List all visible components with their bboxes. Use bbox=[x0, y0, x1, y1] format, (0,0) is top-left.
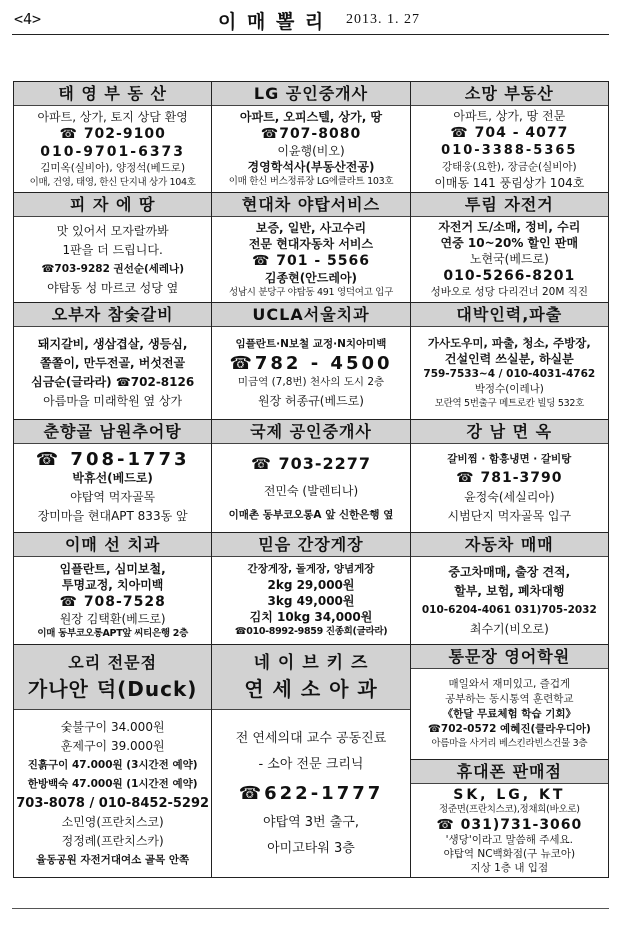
ad-title: 춘향골 남원추어탕 bbox=[14, 420, 211, 444]
ad-title: 오부자 참숯갈비 bbox=[14, 303, 211, 327]
phone-number: 703-8078 / 010-8452-5292 bbox=[16, 795, 210, 811]
contact-name: 이윤행(비오) bbox=[277, 144, 345, 158]
phone-number: ☎702-0572 예혜진(클라우디아) bbox=[427, 723, 591, 735]
phone-number: ☎ 703-2277 bbox=[250, 454, 372, 473]
ad-line: 맛 있어서 모자랄까봐 bbox=[56, 223, 169, 238]
phone-number: 010-6204-4061 031)705-2032 bbox=[421, 603, 597, 616]
address: 아름마을 미래학원 옆 상가 bbox=[43, 394, 183, 408]
ad-obuja-galbi bbox=[14, 303, 211, 419]
address: 율동공원 자전거대여소 골목 안쪽 bbox=[36, 853, 190, 866]
ad-gukje-realty bbox=[212, 420, 409, 532]
phone-number: ☎707-8080 bbox=[260, 126, 362, 142]
ad-body bbox=[411, 669, 608, 759]
ad-car-dealer bbox=[411, 533, 608, 644]
menu-line: 간장게장, 돌게장, 양념게장 bbox=[247, 563, 375, 575]
ad-title: LG 공인중개사 bbox=[212, 82, 409, 106]
mobile-number: 010-9701-6373 bbox=[40, 143, 186, 160]
ad-line: 연중 10~20% 할인 판매 bbox=[440, 236, 579, 250]
ad-mideum-crab bbox=[212, 533, 409, 644]
ad-body bbox=[14, 557, 211, 644]
contact-name: 김미옥(실비아), 양정석(베드로) bbox=[40, 161, 186, 174]
ad-body bbox=[14, 106, 211, 192]
ad-gangnam-myeonok bbox=[411, 420, 608, 532]
ad-line: 아파트, 상가, 토지 상담 환영 bbox=[37, 109, 188, 124]
phone-number: ☎703-9282 권선순(세레나) bbox=[41, 262, 185, 275]
contact-name: 강태웅(요한), 장금순(실비아) bbox=[442, 160, 577, 173]
contact-name: 노현국(베드로) bbox=[469, 252, 549, 266]
ad-phone-store bbox=[411, 760, 608, 877]
ad-body bbox=[212, 557, 409, 644]
address: 이매동 141 풍림상가 104호 bbox=[434, 175, 585, 190]
ad-line: 임플란트, 심미보철, bbox=[59, 561, 166, 576]
menu-line: 갈비찜 · 함흥냉면 · 갈비탕 bbox=[447, 453, 572, 465]
ad-chunhyanggol-chueotang bbox=[14, 420, 211, 532]
phone-number: ☎782 - 4500 bbox=[229, 353, 393, 374]
contact-name: 박정수(이레나) bbox=[474, 383, 544, 395]
address: 성바오로 성당 다리건너 20M 직진 bbox=[430, 286, 589, 298]
ad-line: 건설인력 쓰실분, 하실분 bbox=[444, 352, 574, 366]
ad-body bbox=[14, 327, 211, 419]
contact-name: 정정례(프란치스카) bbox=[61, 833, 164, 848]
price-line: 김치 10kg 34,000원 bbox=[249, 610, 373, 624]
ad-imae-sun-dental bbox=[14, 533, 211, 644]
ad-line: 전 연세의대 교수 공동진료 bbox=[235, 730, 387, 746]
newsletter-title: 이 매 뽈 리 bbox=[218, 11, 326, 33]
address: 미금역 (7,8번) 천사의 도시 2층 bbox=[237, 376, 385, 388]
ad-body bbox=[212, 444, 409, 532]
price-line: 2kg 29,000원 bbox=[267, 578, 355, 592]
ad-subtitle: 가나안 덕(Duck) bbox=[27, 677, 198, 701]
price-line: 3kg 49,000원 bbox=[267, 594, 355, 608]
mobile-number: 010-3388-5365 bbox=[441, 142, 578, 158]
ad-body bbox=[411, 327, 608, 419]
ad-line: 가사도우미, 파출, 청소, 주방장, bbox=[427, 336, 591, 350]
ad-column-split bbox=[411, 645, 608, 877]
ad-line: 중고차매매, 출장 견적, bbox=[448, 564, 571, 579]
contact-name: 소민영(프란치스코) bbox=[61, 814, 164, 829]
contact-name: 박휴선(베드로) bbox=[72, 471, 153, 485]
address: 이매 동부코오롱APT앞 씨티은행 2층 bbox=[37, 627, 188, 639]
ad-body bbox=[212, 217, 409, 302]
footer-rule bbox=[12, 908, 609, 909]
ad-title: 소망 부동산 bbox=[411, 82, 608, 106]
ad-subtitle: 연 세 소 아 과 bbox=[244, 677, 378, 701]
ad-line: 자전거 도/소매, 정비, 수리 bbox=[438, 220, 581, 234]
ad-title: 이매 선 치과 bbox=[14, 533, 211, 557]
ad-title: 피 자 에 땅 bbox=[14, 193, 211, 217]
menu-line: 돼지갈비, 생삼겹살, 생등심, bbox=[37, 337, 188, 351]
ad-body bbox=[411, 784, 608, 877]
ad-pizza-etang bbox=[14, 193, 211, 302]
ad-body bbox=[212, 710, 409, 877]
ad-body bbox=[212, 106, 409, 192]
ad-taeyoung-realty bbox=[14, 82, 211, 192]
phone-number: ☎ 781-3790 bbox=[456, 470, 563, 486]
page-header bbox=[12, 4, 609, 35]
address: 성남시 분당구 야탑동 491 영덕여고 입구 bbox=[228, 286, 393, 298]
phone-number: ☎010-8992-9859 진종희(글라라) bbox=[234, 626, 388, 637]
price-line: 훈제구이 39.000원 bbox=[60, 738, 165, 753]
phone-number: ☎ 708-7528 bbox=[59, 593, 166, 610]
ad-title: 통문장 영어학원 bbox=[411, 645, 608, 669]
ad-grid bbox=[13, 81, 609, 878]
phone-number: ☎ 701 - 5566 bbox=[251, 252, 371, 269]
ad-line: 공부하는 동시통역 훈련학교 bbox=[445, 693, 574, 705]
phone-number: ☎622-1777 bbox=[238, 782, 384, 804]
ad-title: 휴대폰 판매점 bbox=[411, 760, 608, 784]
address: 야탑역 3번 출구, bbox=[262, 814, 359, 830]
price-line: 한방백숙 47.000원 (1시간전 예약) bbox=[27, 777, 198, 790]
issue-date: 2013. 1. 27 bbox=[346, 12, 420, 27]
address: 아름마을 사거리 베스킨라빈스건물 3층 bbox=[431, 738, 588, 749]
ad-title: 믿음 간장게장 bbox=[212, 533, 409, 557]
ad-line: SK, LG, KT bbox=[453, 786, 566, 803]
ad-lg-realty bbox=[212, 82, 409, 192]
contact-name: 원장 김택환(베드로) bbox=[59, 611, 166, 626]
address: 아미고타워 3층 bbox=[267, 840, 355, 856]
page-number: <4> bbox=[14, 10, 42, 28]
ad-line: 보증, 일반, 사고수리 bbox=[255, 220, 367, 235]
ad-line: 임플란트·N보철 교정·N치아미백 bbox=[235, 338, 387, 350]
ad-line: 1판을 더 드립니다. bbox=[62, 242, 163, 257]
phone-number: ☎ 708-1773 bbox=[35, 449, 190, 470]
address: 모란역 5번출구 메트로칸 빌딩 532호 bbox=[434, 398, 584, 409]
ad-body bbox=[411, 217, 608, 302]
ad-line: 전문 현대자동차 서비스 bbox=[248, 236, 374, 251]
ad-title-block bbox=[212, 645, 409, 710]
ad-body bbox=[14, 710, 211, 877]
mobile-number: 010-5266-8201 bbox=[443, 268, 576, 284]
ad-title: 현대차 야탑서비스 bbox=[212, 193, 409, 217]
ad-title: 네 이 브 키 즈 bbox=[253, 653, 369, 673]
ad-body bbox=[14, 217, 211, 302]
contact-name: 전민숙 (발렌티나) bbox=[263, 484, 359, 498]
ad-canaan-duck bbox=[14, 645, 211, 877]
address: 야탑역 NC백화점(구 뉴코아) bbox=[443, 847, 576, 860]
ad-line: 할부, 보험, 폐차대행 bbox=[454, 583, 565, 598]
ad-title: 투림 자전거 bbox=[411, 193, 608, 217]
address: 이매, 건영, 태영, 한신 단지내 상가 104호 bbox=[29, 176, 196, 188]
ad-line: 경영학석사(부동산전공) bbox=[247, 160, 375, 174]
contact-name: 윤정숙(세실리아) bbox=[464, 490, 555, 504]
ad-title: 태 영 부 동 산 bbox=[14, 82, 211, 106]
ad-line: 아파트, 오피스텔, 상가, 땅 bbox=[239, 110, 383, 124]
address: 시범단지 먹자골목 입구 bbox=[447, 509, 572, 523]
ad-line: 아파트, 상가, 땅 전문 bbox=[453, 108, 566, 123]
contact-name: 김종현(안드레아) bbox=[264, 270, 358, 285]
ad-line: 투명교정, 치아미백 bbox=[61, 577, 164, 592]
ad-hyundai-service bbox=[212, 193, 409, 302]
ad-yonsei-pediatrics bbox=[212, 645, 409, 877]
contact-name: 정준면(프란치스코),정채희(바오로) bbox=[439, 803, 580, 815]
phone-number: ☎ 702-9100 bbox=[59, 125, 166, 142]
address: 지상 1층 내 입점 bbox=[470, 861, 549, 874]
ad-title: 오리 전문점 bbox=[68, 653, 158, 672]
phone-number: 759-7533~4 / 010-4031-4762 bbox=[423, 368, 596, 380]
ad-line: - 소아 전문 크리닉 bbox=[258, 756, 364, 772]
contact-name: 최수기(비오로) bbox=[469, 621, 549, 636]
ad-body bbox=[411, 557, 608, 644]
ad-line: 《한달 무료체험 학습 기회》 bbox=[442, 708, 577, 720]
ad-title: 자동차 매매 bbox=[411, 533, 608, 557]
address: 야탑동 성 마르코 성당 옆 bbox=[47, 280, 179, 295]
ad-title-block bbox=[14, 645, 211, 710]
ad-body bbox=[212, 327, 409, 419]
ad-somang-realty bbox=[411, 82, 608, 192]
ad-tongmunjang-english bbox=[411, 645, 608, 759]
address: 야탑역 먹자골목 bbox=[70, 490, 156, 504]
ad-title: UCLA서울치과 bbox=[212, 303, 409, 327]
ad-title: 국제 공인중개사 bbox=[212, 420, 409, 444]
address: 장미마을 현대APT 833동 앞 bbox=[37, 509, 188, 523]
ad-line: '생당'이라고 말씀해 주세요. bbox=[445, 833, 573, 846]
menu-line: 쫄쫄이, 만두전골, 버섯전골 bbox=[40, 356, 186, 370]
phone-number: ☎ 031)731-3060 bbox=[436, 816, 583, 833]
address: 이매 한신 버스정류장 LG에클라트 103호 bbox=[228, 176, 394, 187]
price-line: 숯불구이 34.000원 bbox=[60, 719, 165, 734]
contact-name: 원장 허종규(베드로) bbox=[258, 394, 364, 408]
ad-title: 강 남 면 옥 bbox=[411, 420, 608, 444]
ad-body bbox=[14, 444, 211, 532]
ad-line: 매일와서 재미있고, 즐겁게 bbox=[448, 678, 571, 690]
ad-turim-bicycle bbox=[411, 193, 608, 302]
ad-daebak-staffing bbox=[411, 303, 608, 419]
phone-number: ☎ 704 - 4077 bbox=[450, 124, 569, 141]
address: 이매촌 동부코오롱A 앞 신한은행 옆 bbox=[228, 509, 394, 521]
price-line: 진흙구이 47.000원 (3시간전 예약) bbox=[27, 758, 198, 771]
ad-body bbox=[411, 106, 608, 192]
ad-title: 대박인력,파출 bbox=[411, 303, 608, 327]
ad-body bbox=[411, 444, 608, 532]
ad-ucla-dental bbox=[212, 303, 409, 419]
phone-number: 심금순(글라라) ☎702-8126 bbox=[31, 375, 195, 389]
